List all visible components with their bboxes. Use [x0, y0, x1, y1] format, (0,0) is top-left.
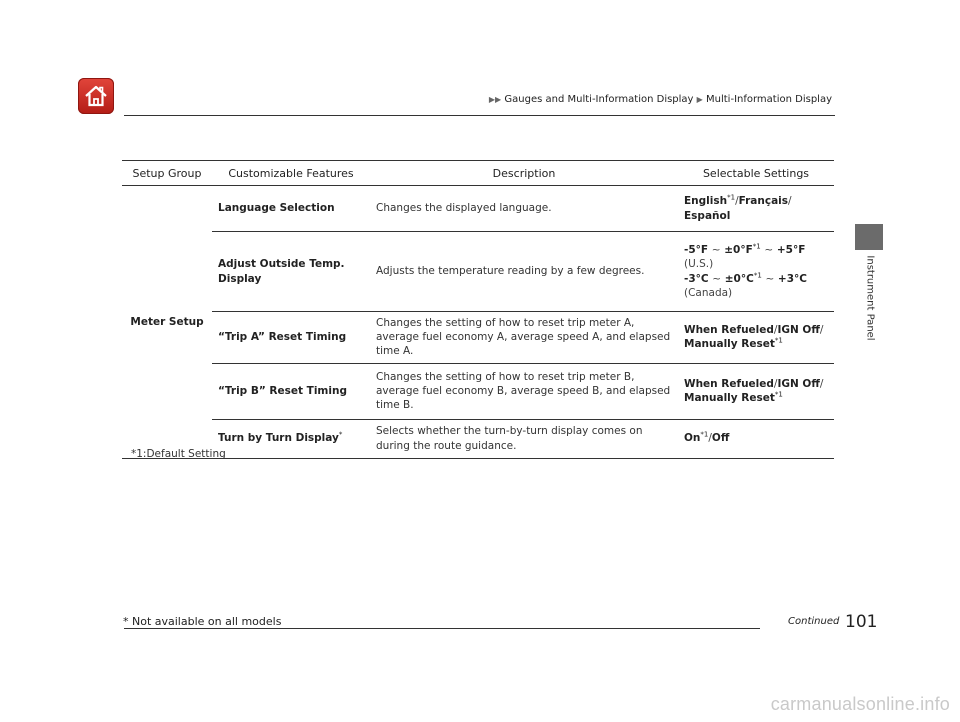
setting-option: ±0°C	[724, 272, 754, 285]
setting-option: -3°C	[684, 272, 709, 285]
setting-option: IGN Off	[777, 324, 820, 337]
feature-cell: “Trip A” Reset Timing	[212, 312, 370, 364]
settings-table	[122, 160, 834, 459]
description-cell: Changes the setting of how to reset trip meter A, average fuel economy A, average speed A, and elapsed time A.	[370, 312, 678, 364]
breadcrumb-item[interactable]: Multi-Information Display	[706, 94, 832, 105]
separator: /	[708, 432, 712, 445]
feature-cell: Language Selection	[212, 186, 370, 232]
settings-cell	[678, 232, 834, 312]
breadcrumb-arrow-icon: ▶▶	[488, 95, 502, 104]
setting-option: -5°F	[684, 244, 709, 257]
feature-cell	[212, 419, 370, 458]
footnote-ref: *1	[774, 390, 783, 399]
table-row	[122, 186, 834, 232]
setting-option: Français	[738, 195, 789, 208]
setting-option: IGN Off	[777, 377, 820, 390]
section-tab-marker	[855, 224, 883, 250]
availability-ref: *	[338, 430, 343, 439]
feature-label: Turn by Turn Display	[218, 432, 339, 445]
table-row	[122, 363, 834, 419]
settings-cell	[678, 363, 834, 419]
separator: /	[735, 195, 739, 208]
footnote-ref: *1	[700, 430, 709, 439]
breadcrumb-arrow-icon: ▶	[696, 95, 703, 104]
column-header: Description	[370, 161, 678, 186]
setting-option: +5°F	[776, 244, 806, 257]
range-separator: ~	[765, 272, 775, 285]
watermark: carmanualsonline.info	[770, 694, 950, 714]
footer-rule	[124, 628, 760, 629]
table-row	[122, 419, 834, 458]
availability-footnote: * Not available on all models	[123, 615, 282, 628]
description-cell: Adjusts the temperature reading by a few degrees.	[370, 232, 678, 312]
header-rule	[124, 115, 835, 116]
description-cell: Selects whether the turn-by-turn display comes on during the route guidance.	[370, 419, 678, 458]
settings-cell	[678, 419, 834, 458]
setup-group-cell: Meter Setup	[122, 186, 212, 459]
breadcrumb	[489, 94, 832, 105]
region-note: (Canada)	[684, 286, 733, 299]
footnote-ref: *1	[727, 193, 736, 202]
breadcrumb-item[interactable]: Gauges and Multi-Information Display	[504, 94, 694, 105]
description-cell: Changes the setting of how to reset trip meter B, average fuel economy B, average speed B, and elapsed time B.	[370, 363, 678, 419]
column-header: Customizable Features	[212, 161, 370, 186]
setting-option: Off	[711, 432, 730, 445]
footnote-ref: *1	[752, 242, 761, 251]
home-button[interactable]	[78, 78, 114, 114]
column-header: Selectable Settings	[678, 161, 834, 186]
setting-option: ±0°F	[724, 244, 753, 257]
setting-option: Manually Reset	[684, 392, 775, 405]
column-header: Setup Group	[122, 161, 212, 186]
table-row	[122, 312, 834, 364]
page-number: 101	[845, 612, 878, 632]
separator: /	[819, 377, 824, 390]
setting-option: Español	[684, 209, 731, 222]
home-icon	[83, 83, 109, 109]
separator: /	[788, 195, 792, 208]
default-setting-footnote: *1:Default Setting	[131, 448, 226, 460]
section-tab-label: Instrument Panel	[864, 255, 876, 341]
setting-option: When Refueled	[684, 324, 774, 337]
setting-option: When Refueled	[684, 377, 774, 390]
feature-cell: Adjust Outside Temp. Display	[212, 232, 370, 312]
settings-cell	[678, 312, 834, 364]
description-cell: Changes the displayed language.	[370, 186, 678, 232]
settings-cell	[678, 186, 834, 232]
footnote-ref: *1	[753, 271, 762, 279]
setting-option: English	[684, 195, 728, 208]
range-separator: ~	[712, 272, 722, 285]
feature-cell: “Trip B” Reset Timing	[212, 363, 370, 419]
setting-option: On	[684, 432, 701, 445]
region-note: (U.S.)	[684, 258, 714, 271]
separator: /	[773, 324, 778, 337]
separator: /	[773, 377, 778, 390]
table-row	[122, 232, 834, 312]
range-separator: ~	[764, 244, 774, 257]
setting-option: Manually Reset	[684, 338, 775, 351]
footnote-ref: *1	[774, 336, 783, 345]
separator: /	[819, 324, 824, 337]
table-header-row	[122, 161, 834, 186]
setting-option: +3°C	[777, 272, 807, 285]
continued-label: Continued	[788, 616, 840, 627]
range-separator: ~	[711, 244, 721, 257]
